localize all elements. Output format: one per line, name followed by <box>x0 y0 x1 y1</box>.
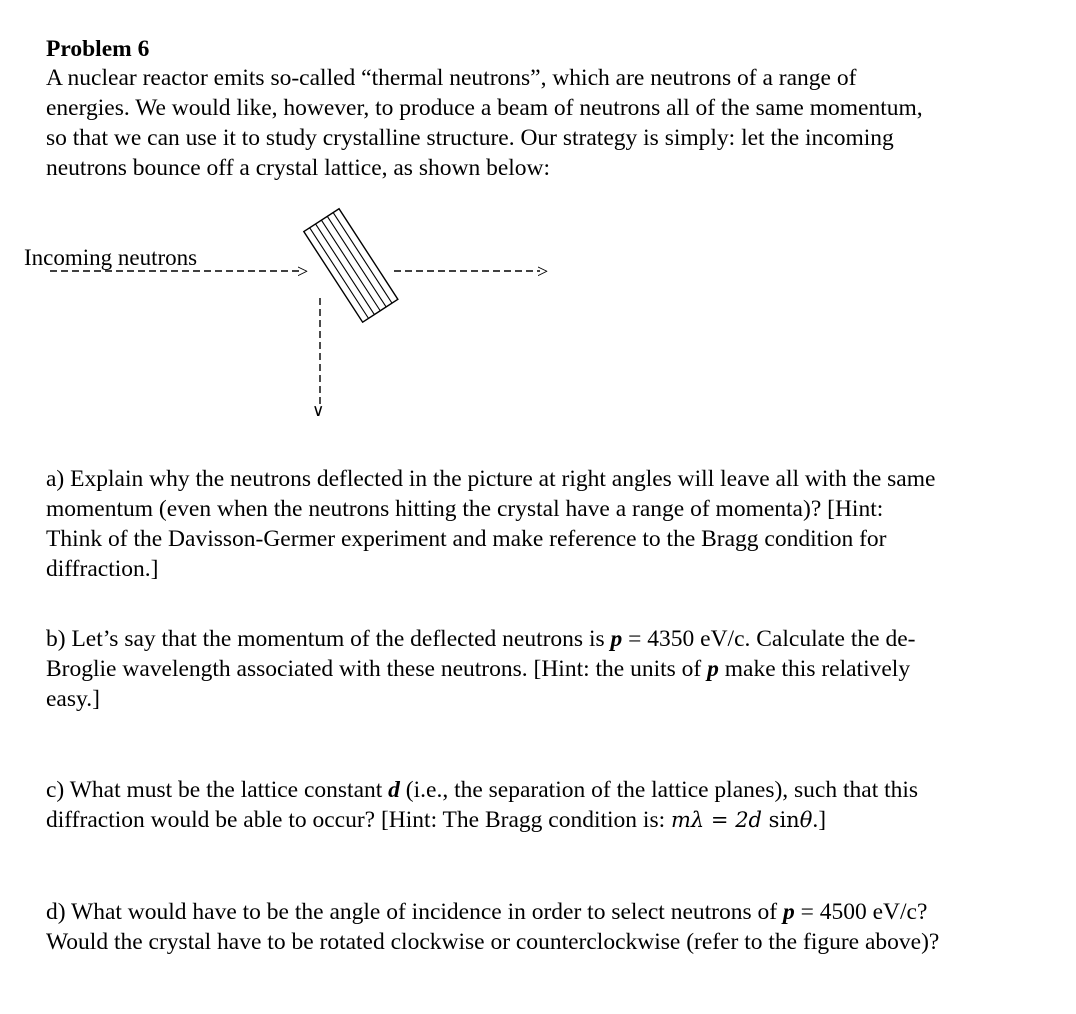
intro-line: neutrons bounce off a crystal lattice, as shown below: <box>46 155 551 181</box>
question-b <box>46 624 915 714</box>
question-a-line: diffraction.] <box>46 556 159 582</box>
intro-line: energies. We would like, however, to produce a beam of neutrons all of the same momentum, <box>46 95 923 121</box>
bragg-m-lambda: mλ <box>671 808 705 832</box>
question-c <box>46 775 918 835</box>
intro-line: so that we can use it to study crystalline structure. Our strategy is simply: let the incoming <box>46 125 894 151</box>
question-b-line: b) Let’s say that the momentum of the deflected neutrons is p = 4350 eV/c. Calculate the de- <box>46 626 916 652</box>
momentum-variable: p <box>707 656 719 682</box>
question-b-line: Broglie wavelength associated with these neutrons. [Hint: the units of p make this relatively <box>46 656 911 682</box>
question-a-line: Think of the Davisson-Germer experiment and make reference to the Bragg condition for <box>46 526 887 552</box>
lattice-plane <box>321 220 380 311</box>
lattice-plane <box>316 224 375 315</box>
question-d <box>46 897 939 957</box>
question-a-line: a) Explain why the neutrons deflected in the picture at right angles will leave all with the same <box>46 466 936 492</box>
question-c-line: diffraction would be able to occur? [Hint: The Bragg condition is: mλ = 2d sinθ.] <box>46 807 827 833</box>
bragg-theta: θ <box>799 808 813 832</box>
intro-line: A nuclear reactor emits so-called “thermal neutrons”, which are neutrons of a range of <box>46 65 857 91</box>
question-d-line: d) What would have to be the angle of incidence in order to select neutrons of p = 4500 eV/c? <box>46 899 928 925</box>
lattice-constant-variable: d <box>388 777 400 803</box>
problem-title: Problem 6 <box>46 36 150 62</box>
incoming-arrowhead: > <box>297 261 309 283</box>
momentum-variable: p <box>782 899 795 925</box>
question-b-line: easy.] <box>46 686 100 712</box>
incoming-neutrons-label: Incoming neutrons <box>24 245 198 270</box>
bragg-2d: 2d <box>735 808 762 832</box>
question-d-line: Would the crystal have to be rotated clockwise or counterclockwise (refer to the figure above)? <box>46 929 940 955</box>
crystal-lattice <box>304 209 398 322</box>
lattice-plane <box>327 216 386 307</box>
question-a <box>46 464 935 584</box>
transmitted-arrowhead: > <box>537 261 549 283</box>
question-c-line: c) What must be the lattice constant d (i.e., the separation of the lattice planes), such that this <box>46 777 919 803</box>
question-a-line: momentum (even when the neutrons hitting the crystal have a range of momenta)? [Hint: <box>46 496 884 522</box>
momentum-variable: p <box>610 626 623 652</box>
deflected-arrowhead: ∨ <box>312 401 325 421</box>
